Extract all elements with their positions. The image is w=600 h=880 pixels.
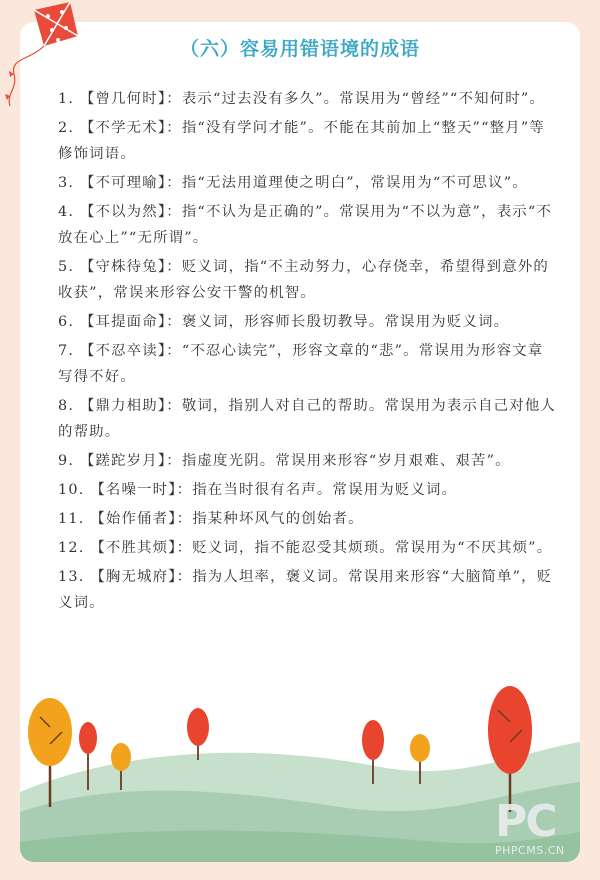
list-item: 12. 【不胜其烦】：贬义词，指不能忍受其烦琐。常误用为“不厌其烦”。 — [58, 540, 553, 556]
list-item: 10. 【名噪一时】：指在当时很有名声。常误用为贬义词。 — [58, 482, 458, 498]
list-item: 1. 【曾几何时】：表示“过去没有多久”。常误用为“曾经”“不知何时”。 — [58, 91, 545, 107]
list-item: 4. 【不以为然】：指“不认为是正确的”。常误用为“不以为意”，表示“不放在心上”“无所谓”。 — [58, 204, 553, 246]
idiom-list — [58, 86, 558, 619]
watermark-site: PHPCMS.CN — [495, 844, 565, 857]
list-item: 6. 【耳提面命】：褒义词，形容师长殷切教导。常误用为贬义词。 — [58, 314, 510, 330]
list-item: 2. 【不学无术】：指“没有学问才能”。不能在其前加上“整天”“整月”等修饰词语。 — [58, 120, 545, 162]
list-item: 11. 【始作俑者】：指某种坏风气的创始者。 — [58, 511, 364, 527]
list-item: 3. 【不可理喻】：指“无法用道理使之明白”，常误用为“不可思议”。 — [58, 175, 528, 191]
list-item: 8. 【鼎力相助】：敬词，指别人对自己的帮助。常误用为表示自己对他人的帮助。 — [58, 398, 557, 440]
page-title: （六）容易用错语境的成语 — [179, 38, 420, 60]
kite-icon — [0, 0, 110, 110]
list-item: 5. 【守株待兔】：贬义词，指“不主动努力，心存侥幸，希望得到意外的收获”，常误来形容公安干警的机智。 — [58, 259, 549, 301]
list-item: 13. 【胸无城府】：指为人坦率，褒义词。常误用来形容“大脑简单”，贬义词。 — [58, 569, 553, 611]
content-card — [20, 22, 580, 862]
list-item: 7. 【不忍卒读】：“不忍心读完”，形容文章的“悲”。常误用为形容文章写得不好。 — [58, 343, 544, 385]
watermark-logo: PC — [495, 796, 556, 847]
watermark — [495, 796, 585, 862]
list-item: 9. 【蹉跎岁月】：指虚度光阴。常误用来形容“岁月艰难、艰苦”。 — [58, 453, 511, 469]
tree-icon — [187, 708, 209, 760]
